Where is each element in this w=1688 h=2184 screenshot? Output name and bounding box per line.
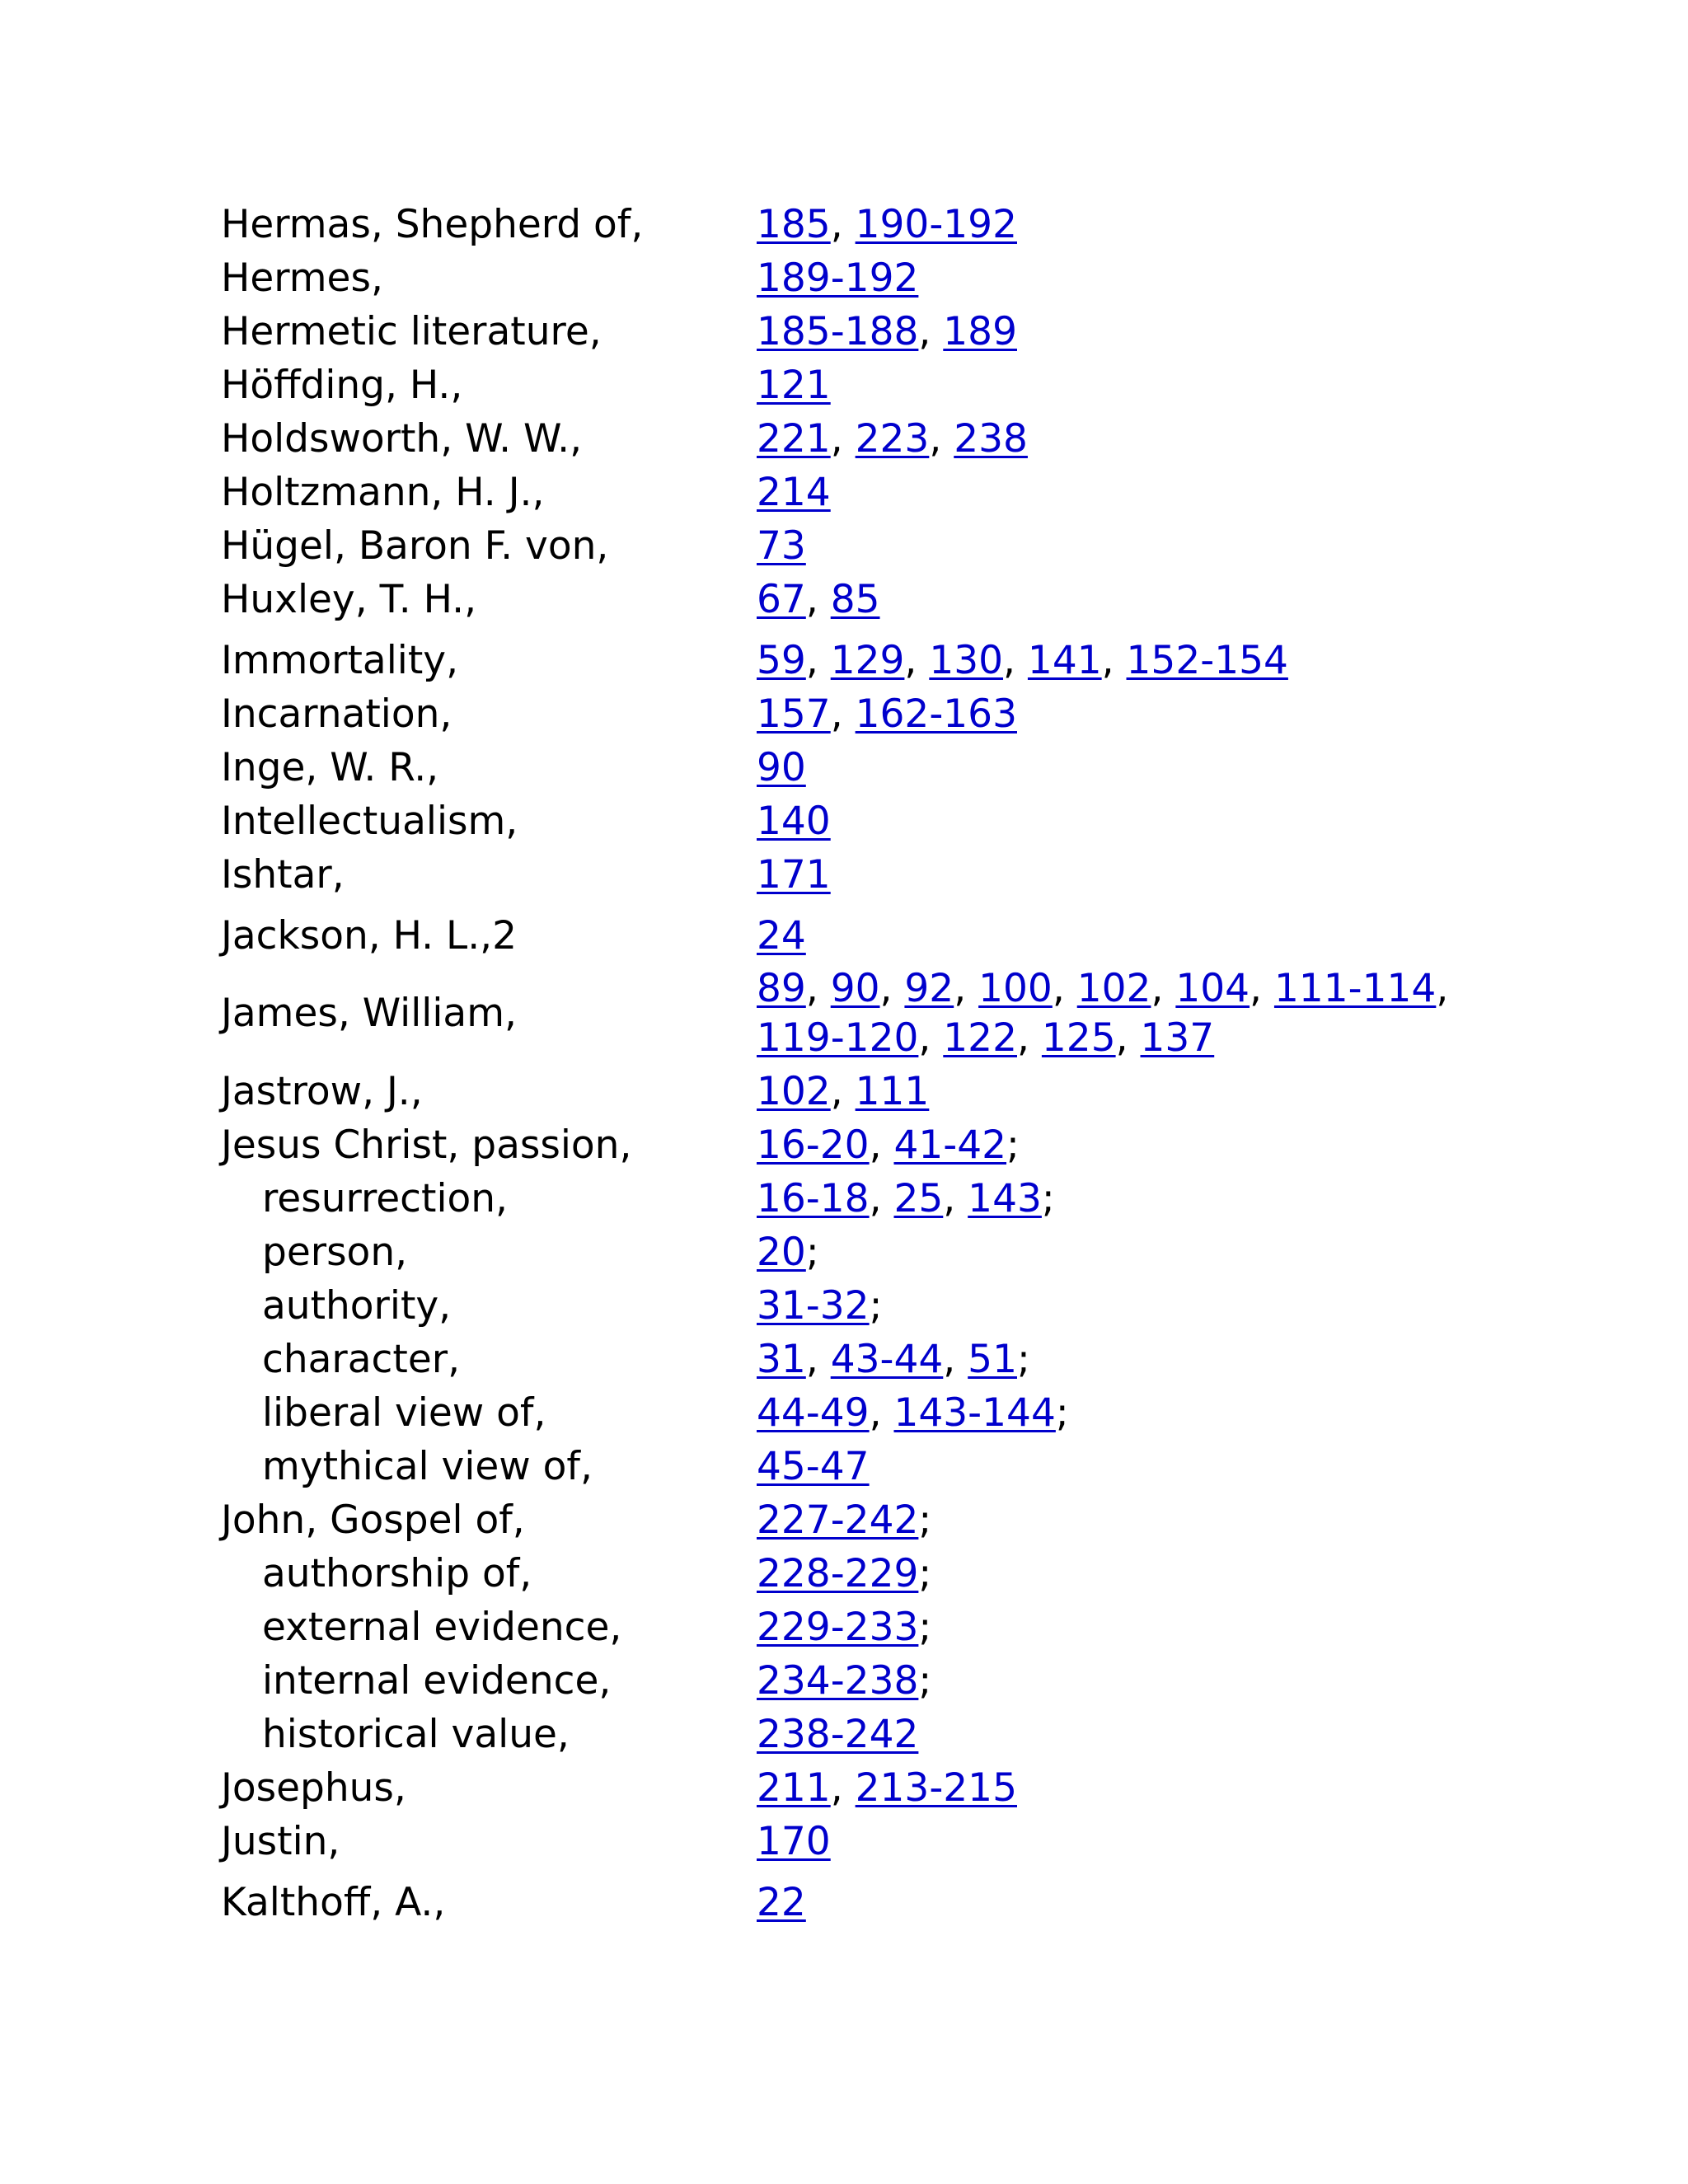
page-link[interactable]: 22 (757, 1879, 806, 1925)
page-link[interactable]: 16-18 (757, 1175, 870, 1221)
page-link[interactable]: 45-47 (757, 1443, 870, 1489)
page-link[interactable]: 130 (929, 637, 1004, 683)
index-entry (221, 1493, 1540, 1547)
index-subentry (221, 1654, 1540, 1708)
page-references: 185-188, 189 (757, 308, 1017, 354)
index-entry (221, 909, 1540, 963)
page-references (757, 522, 1540, 571)
page-references (757, 361, 1540, 410)
index-subentry (221, 1226, 1540, 1279)
index-entry (221, 412, 1540, 466)
trailing-punctuation: ; (918, 1657, 932, 1704)
page-references: 67, 85 (757, 576, 880, 622)
index-term: Jesus Christ, passion, (221, 1122, 632, 1168)
page-references (757, 1228, 1540, 1277)
index-term: person, (262, 1229, 408, 1275)
page-link[interactable]: 157 (757, 691, 831, 737)
page-link[interactable]: 162-163 (855, 691, 1017, 737)
index-term: authorship of, (262, 1550, 532, 1596)
index-entry (221, 305, 1540, 359)
index-term: Jastrow, J., (221, 1068, 423, 1114)
page-references: 102, 111 (757, 1068, 930, 1114)
index-entry (221, 963, 1540, 1065)
page-link[interactable]: 185-188 (757, 308, 919, 354)
page-link[interactable]: 189 (943, 308, 1017, 354)
page-link[interactable]: 43-44 (830, 1336, 944, 1382)
page-references: 44-49, 143-144; (757, 1390, 1069, 1436)
page-link[interactable]: 121 (757, 362, 831, 408)
trailing-punctuation: ; (918, 1604, 932, 1650)
page-link[interactable]: 141 (1027, 637, 1102, 683)
page-link[interactable]: 129 (830, 637, 905, 683)
page-references (757, 1878, 1540, 1928)
index-subentry (221, 1333, 1540, 1386)
page-link[interactable]: 211 (757, 1765, 831, 1811)
index-entry (221, 251, 1540, 305)
trailing-punctuation: ; (918, 1550, 932, 1596)
trailing-punctuation: ; (805, 1229, 819, 1275)
index-subentry (221, 1279, 1540, 1333)
page-link[interactable]: 20 (757, 1229, 806, 1275)
page-link[interactable]: 73 (757, 523, 806, 569)
page-link[interactable]: 170 (757, 1818, 831, 1864)
page-references: 16-18, 25, 143; (757, 1175, 1055, 1221)
index-term: liberal view of, (262, 1390, 546, 1436)
page-link[interactable]: 238 (954, 415, 1028, 462)
page-references: 185, 190-192 (757, 201, 1017, 247)
page-link[interactable]: 85 (830, 576, 880, 622)
page-references (757, 1817, 1540, 1867)
index-term: Höffding, H., (221, 362, 463, 408)
index-entry (221, 1815, 1540, 1868)
page-link[interactable]: 213-215 (855, 1765, 1017, 1811)
trailing-punctuation: ; (1016, 1336, 1030, 1382)
index-term: James, William, (221, 991, 517, 1036)
page-link[interactable]: 234-238 (757, 1657, 919, 1704)
page-link[interactable]: 111 (855, 1068, 930, 1114)
page-references: 59, 129, 130, 141, 152-154 (757, 637, 1288, 683)
page-link[interactable]: 190-192 (855, 201, 1017, 247)
index-entry (221, 1761, 1540, 1815)
index-entry (221, 519, 1540, 573)
page-link[interactable]: 214 (757, 469, 831, 515)
page-link[interactable]: 140 (757, 798, 831, 844)
index-term: Intellectualism, (221, 798, 518, 844)
page-link[interactable]: 227-242 (757, 1497, 919, 1543)
index-term: Incarnation, (221, 691, 452, 737)
index-subentry (221, 1547, 1540, 1601)
page-link[interactable]: 119-120 (757, 1015, 919, 1061)
index-entry (221, 848, 1540, 902)
index-term: Hermes, (221, 255, 383, 301)
index-term: John, Gospel of, (221, 1497, 525, 1543)
index-term: Ishtar, (221, 851, 345, 898)
index-list (221, 198, 1540, 1929)
page-references (757, 1657, 1540, 1706)
page-link[interactable]: 125 (1041, 1015, 1116, 1061)
page-link[interactable]: 31 (757, 1336, 806, 1382)
index-term: Josephus, (221, 1765, 406, 1811)
index-entry (221, 198, 1540, 251)
index-subentry (221, 1601, 1540, 1654)
index-entry (221, 573, 1540, 626)
index-term: Justin, (221, 1818, 340, 1864)
page-link[interactable]: 41-42 (893, 1122, 1007, 1168)
page-link[interactable]: 16-20 (757, 1122, 870, 1168)
page-references: 157, 162-163 (757, 691, 1017, 737)
index-term: resurrection, (262, 1175, 508, 1221)
page-link[interactable]: 31-32 (757, 1282, 870, 1329)
page-link[interactable]: 90 (830, 966, 880, 1011)
page-references: 211, 213-215 (757, 1765, 1017, 1811)
page-references (757, 1549, 1540, 1599)
index-term: Kalthoff, A., (221, 1879, 446, 1925)
page-link[interactable]: 152-154 (1126, 637, 1288, 683)
index-term: Jackson, H. L.,2 (221, 912, 517, 958)
page-references (757, 468, 1540, 518)
page-link[interactable]: 143-144 (893, 1390, 1056, 1436)
page-link[interactable]: 223 (855, 415, 930, 462)
page-link[interactable]: 92 (904, 966, 954, 1011)
index-term: Huxley, T. H., (221, 576, 477, 622)
trailing-punctuation: ; (869, 1282, 883, 1329)
page-link[interactable]: 100 (978, 966, 1053, 1011)
trailing-punctuation: ; (1006, 1122, 1020, 1168)
page-link[interactable]: 238-242 (757, 1711, 919, 1757)
index-entry (221, 794, 1540, 848)
index-term: Hügel, Baron F. von, (221, 523, 609, 569)
page-references (757, 1442, 1540, 1492)
page-link[interactable]: 171 (757, 851, 831, 898)
index-subentry (221, 1708, 1540, 1761)
index-entry (221, 1118, 1540, 1172)
page-references: 16-20, 41-42; (757, 1122, 1020, 1168)
trailing-punctuation: ; (1055, 1390, 1069, 1436)
page-link[interactable]: 51 (968, 1336, 1017, 1382)
index-entry (221, 741, 1540, 794)
index-subentry (221, 1386, 1540, 1440)
page-references: 31, 43-44, 51; (757, 1336, 1030, 1382)
page-link[interactable]: 185 (757, 201, 831, 247)
index-term: external evidence, (262, 1604, 622, 1650)
index-entry (221, 687, 1540, 741)
index-entry (221, 634, 1540, 687)
page-link[interactable]: 229-233 (757, 1604, 919, 1650)
index-term: Holdsworth, W. W., (221, 415, 583, 462)
page-references (757, 1496, 1540, 1545)
page-link[interactable]: 122 (943, 1015, 1017, 1061)
index-term: authority, (262, 1282, 452, 1329)
index-term: Hermas, Shepherd of, (221, 201, 644, 247)
page-references: 221, 223, 238 (757, 415, 1028, 462)
index-term: historical value, (262, 1711, 570, 1757)
index-term: mythical view of, (262, 1443, 593, 1489)
page-link[interactable]: 228-229 (757, 1550, 919, 1596)
index-term: internal evidence, (262, 1657, 612, 1704)
page-references (757, 1710, 1540, 1760)
page-link[interactable]: 104 (1175, 966, 1250, 1011)
page-link[interactable]: 90 (757, 744, 806, 790)
index-term: Holtzmann, H. J., (221, 469, 545, 515)
page-link[interactable]: 67 (757, 576, 806, 622)
page-references (757, 797, 1540, 846)
page-link[interactable]: 111-114 (1273, 966, 1437, 1011)
page-references (757, 254, 1540, 303)
page-references (757, 851, 1540, 900)
page-references (757, 912, 1540, 961)
page-link[interactable]: 189-192 (757, 255, 919, 301)
index-subentry (221, 1172, 1540, 1226)
index-term: Immortality, (221, 637, 459, 683)
trailing-punctuation: ; (1041, 1175, 1055, 1221)
page-references (757, 1603, 1540, 1652)
index-entry (221, 359, 1540, 412)
index-term: character, (262, 1336, 461, 1382)
page-link[interactable]: 137 (1140, 1015, 1215, 1061)
page-link[interactable]: 24 (757, 912, 806, 958)
trailing-punctuation: ; (918, 1497, 932, 1543)
page-link[interactable]: 221 (757, 415, 831, 462)
index-term: Hermetic literature, (221, 308, 602, 354)
index-term: Inge, W. R., (221, 744, 439, 790)
page-link[interactable]: 44-49 (757, 1390, 870, 1436)
index-entry (221, 466, 1540, 519)
index-entry (221, 1065, 1540, 1118)
page-link[interactable]: 102 (757, 1068, 831, 1114)
page-link[interactable]: 143 (968, 1175, 1042, 1221)
index-subentry (221, 1440, 1540, 1493)
page-references (757, 743, 1540, 793)
page-references: 89, 90, 92, 100, 102, 104, 111-114, 119-120, 122, 125, 137 (757, 966, 1449, 1061)
page-link[interactable]: 89 (757, 966, 806, 1011)
page-link[interactable]: 25 (893, 1175, 944, 1221)
page-references (757, 1282, 1540, 1331)
index-entry (221, 1876, 1540, 1929)
page-link[interactable]: 59 (757, 637, 806, 683)
page-link[interactable]: 102 (1076, 966, 1151, 1011)
